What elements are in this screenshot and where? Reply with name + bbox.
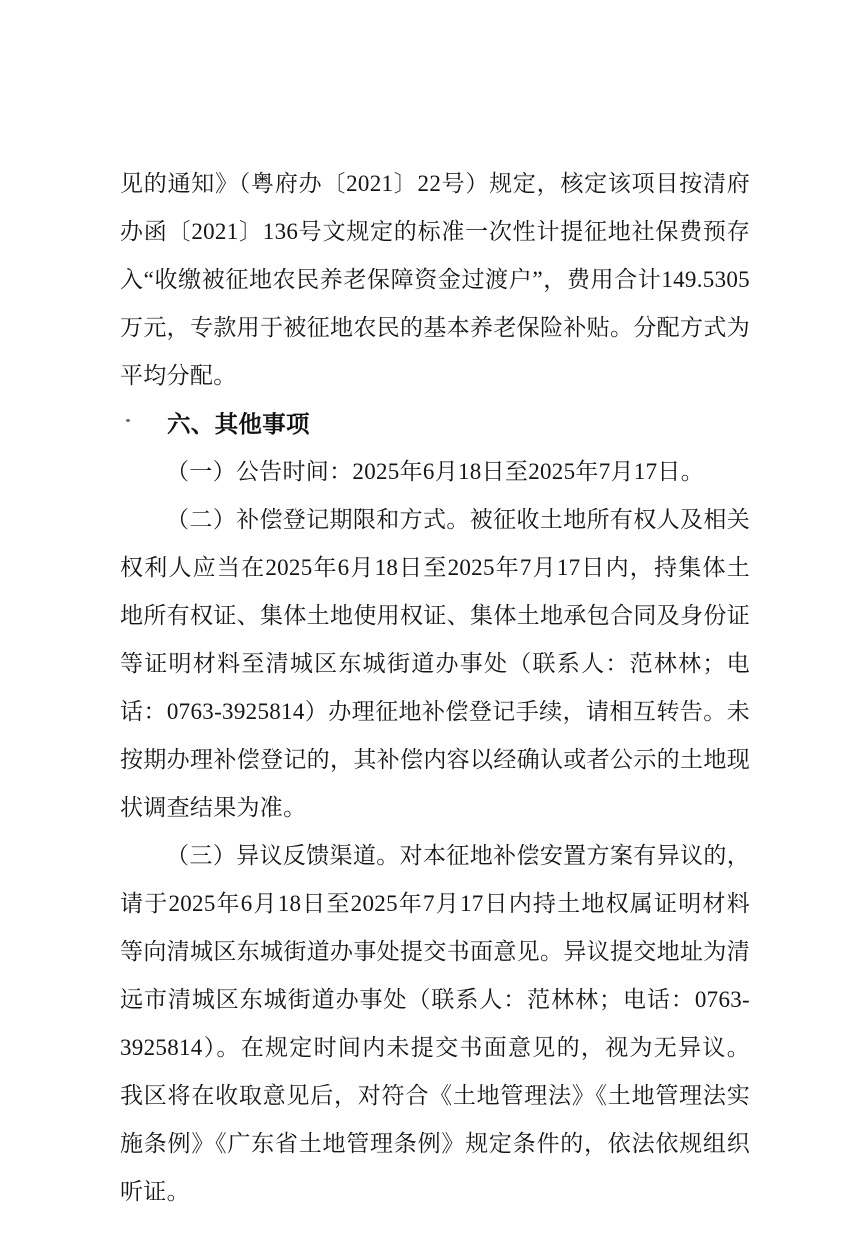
- paragraph-objection-feedback: （三）异议反馈渠道。对本征地补偿安置方案有异议的，请于2025年6月18日至2025年7月17日内持土地权属证明材料等向清城区东城街道办事处提交书面意见。异议提交地址为清远市清城区东城街道办事处（联系人：范林林；电话：0763-3925814）。在规定时间内未提交书面意见的，视为无异议。我区将在收取意见后，对符合《土地管理法》《土地管理法实施条例》《广东省土地管理条例》规定条件的，依法依规组织听证。: [120, 843, 750, 1204]
- paragraph-compensation-registration: （二）补偿登记期限和方式。被征收土地所有权人及相关权利人应当在2025年6月18日至2025年7月17日内，持集体土地所有权证、集体土地使用权证、集体土地承包合同及身份证等证明材料至清城区东城街道办事处（联系人：范林林；电话：0763-3925814）办理征地补偿登记手续，请相互转告。未按期办理补偿登记的，其补偿内容以经确认或者公示的土地现状调查结果为准。: [120, 507, 750, 820]
- paragraph-announcement-period: （一）公告时间：2025年6月18日至2025年7月17日。: [166, 459, 704, 484]
- document-body-text: [120, 160, 750, 1216]
- section-heading-other-matters: 六、其他事项: [167, 411, 310, 437]
- paragraph-social-security-fee: 见的通知》（粤府办〔2021〕22号）规定，核定该项目按清府办函〔2021〕136号文规定的标准一次性计提征地社保费预存入“收缴被征地农民养老保障资金过渡户”，费用合计149.5305万元，专款用于被征地农民的基本养老保险补贴。分配方式为平均分配。: [120, 171, 750, 388]
